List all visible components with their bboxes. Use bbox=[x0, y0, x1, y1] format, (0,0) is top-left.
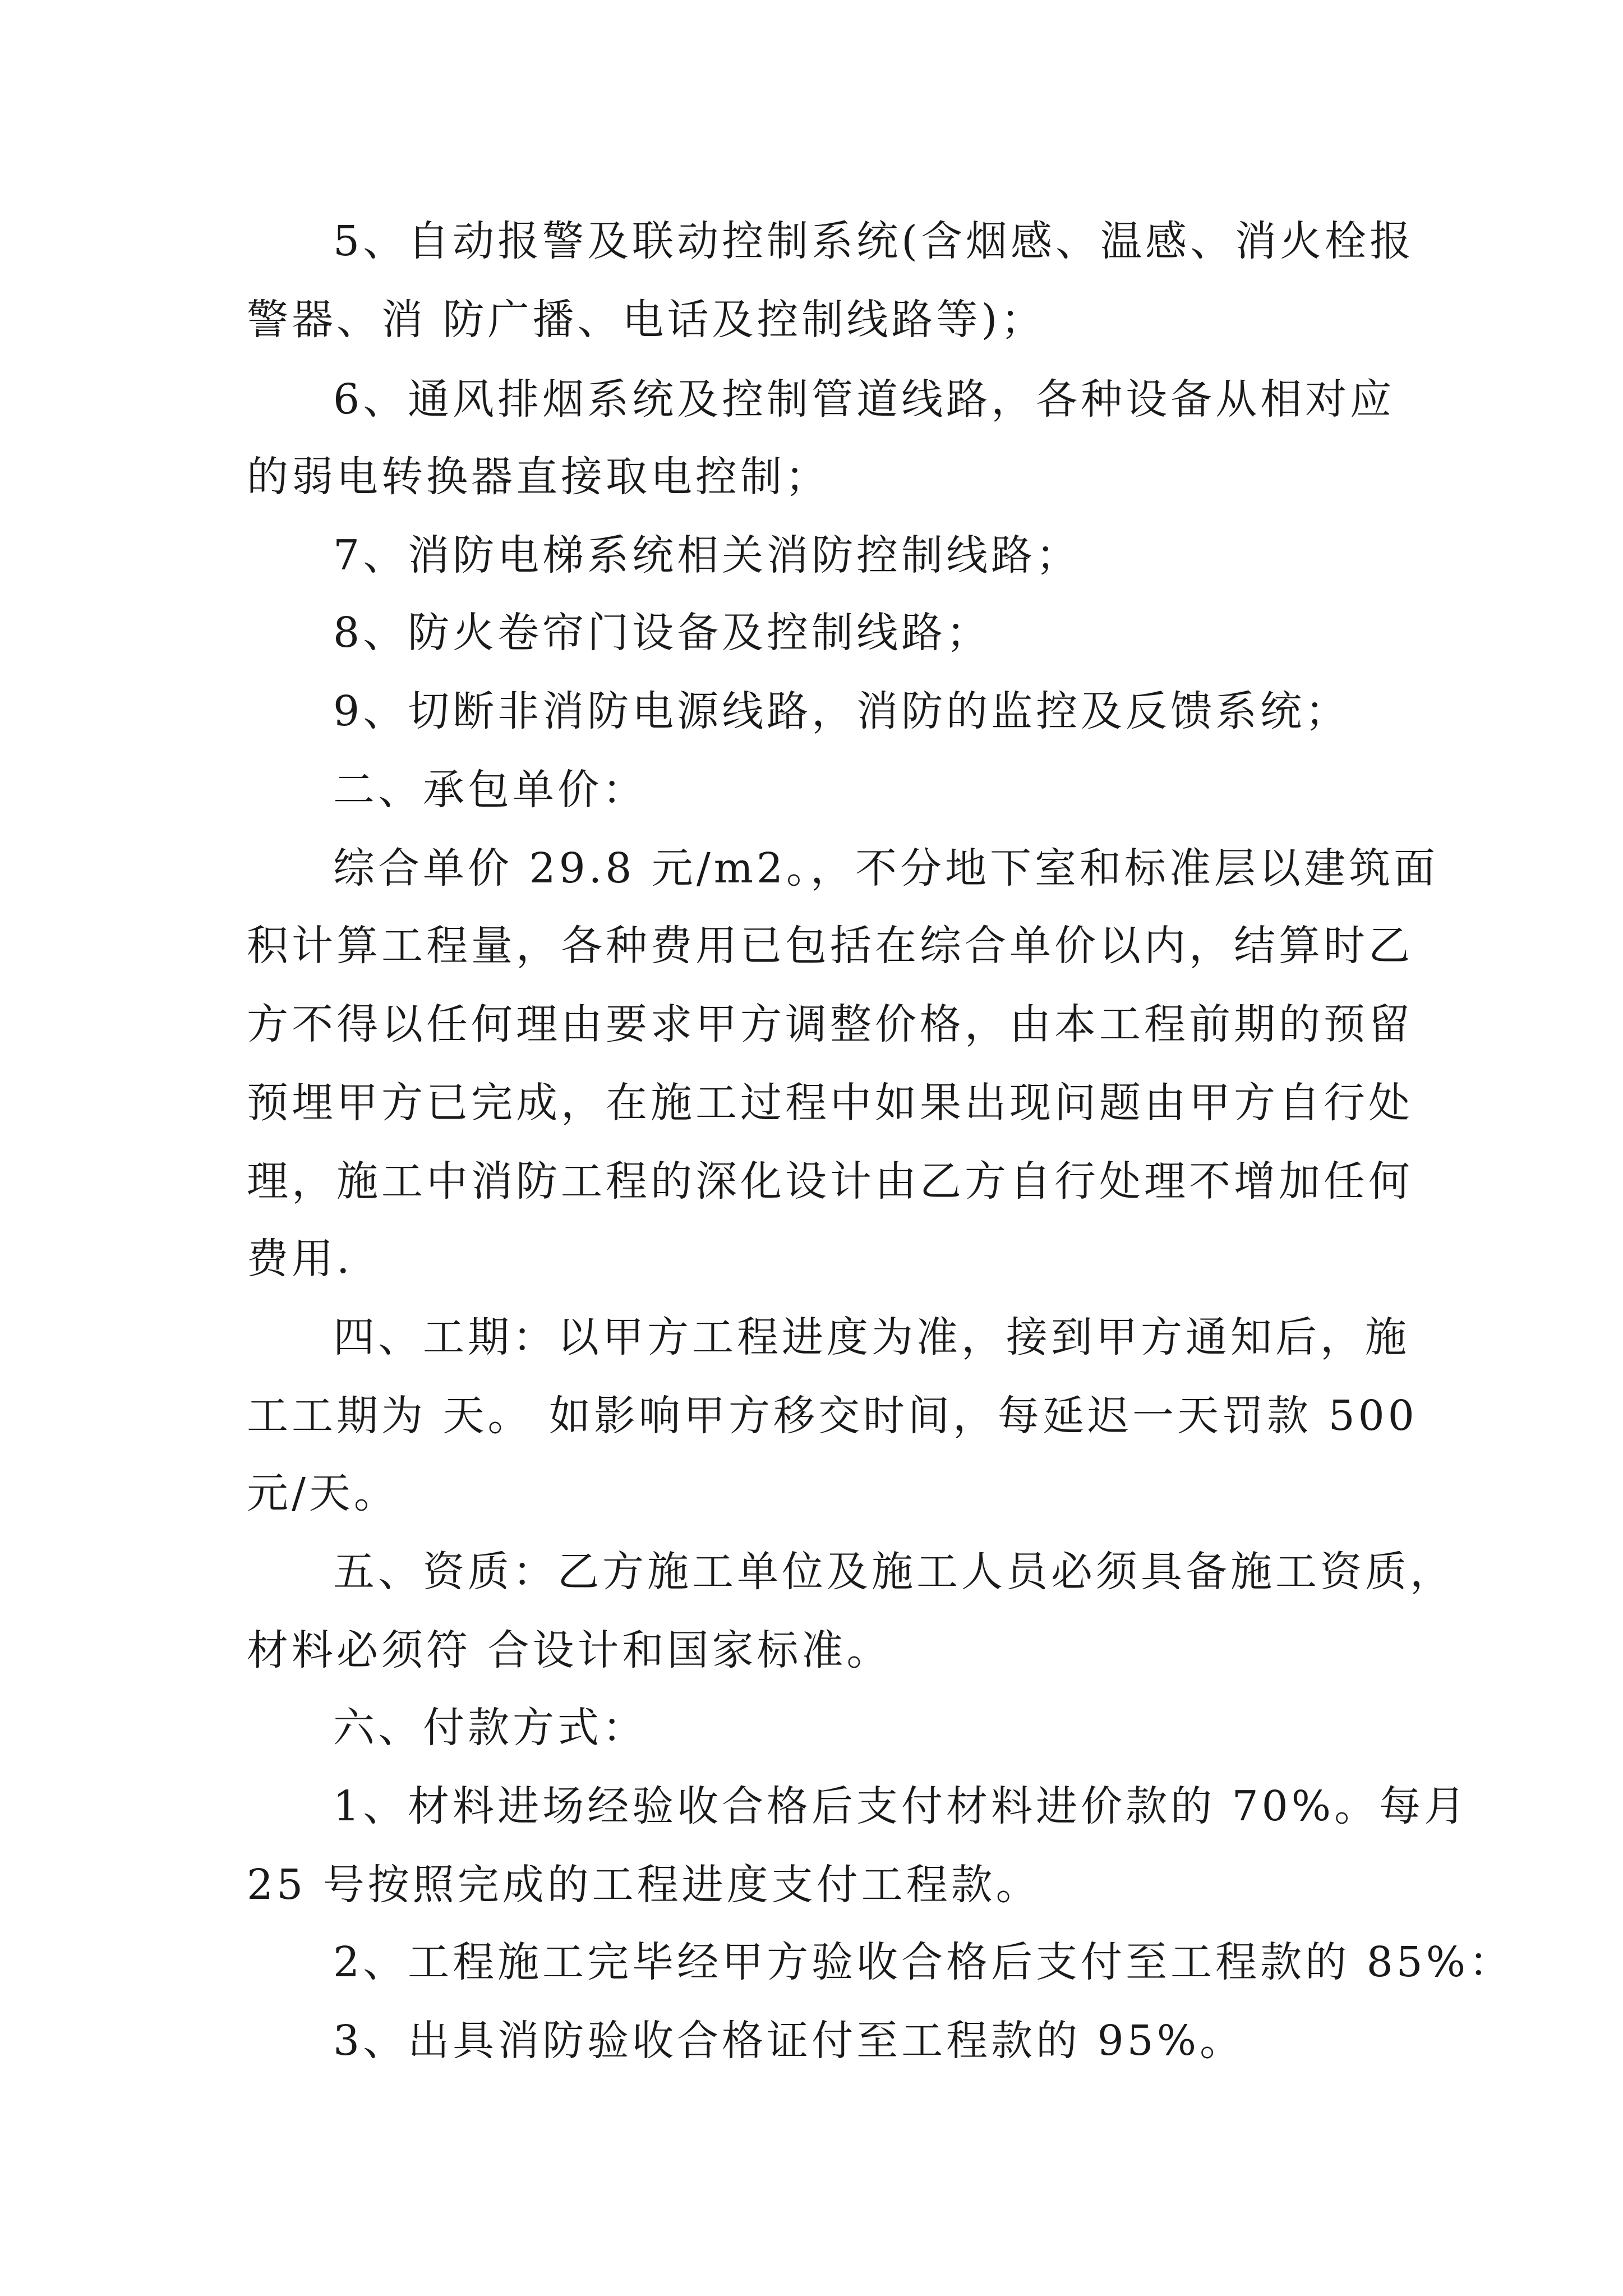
paragraph-line: 警器、消 防广播、电话及控制线路等)； bbox=[247, 296, 1046, 344]
section-heading: 二、承包单价： bbox=[333, 766, 647, 814]
section-heading: 五、资质：乙方施工单位及施工人员必须具备施工资质， bbox=[333, 1548, 1455, 1596]
paragraph-line: 元/天。 bbox=[247, 1469, 399, 1517]
paragraph-line: 方不得以任何理由要求甲方调整价格，由本工程前期的预留 bbox=[247, 1000, 1413, 1048]
paragraph-line: 预埋甲方已完成，在施工过程中如果出现问题由甲方自行处 bbox=[247, 1079, 1413, 1127]
paragraph-line: 9、切断非消防电源线路，消防的监控及反馈系统； bbox=[333, 687, 1350, 735]
paragraph-line: 费用. bbox=[247, 1235, 353, 1283]
paragraph-line: 25 号按照完成的工程进度支付工程款。 bbox=[247, 1861, 1041, 1909]
paragraph-line: 理，施工中消防工程的深化设计由乙方自行处理不增加任何 bbox=[247, 1157, 1413, 1205]
section-heading: 六、付款方式： bbox=[333, 1704, 647, 1752]
paragraph-line: 7、消防电梯系统相关消防控制线路； bbox=[333, 531, 1081, 579]
paragraph-line: 的弱电转换器直接取电控制； bbox=[247, 453, 830, 501]
paragraph-line: 6、通风排烟系统及控制管道线路，各种设备从相对应 bbox=[333, 375, 1395, 424]
paragraph-line: 8、防火卷帘门设备及控制线路； bbox=[333, 609, 992, 657]
section-heading: 四、工期：以甲方工程进度为准，接到甲方通知后，施 bbox=[333, 1313, 1410, 1361]
paragraph-line: 2、工程施工完毕经甲方验收合格后支付至工程款的 85%： bbox=[333, 1938, 1514, 1986]
paragraph-line: 积计算工程量，各种费用已包括在综合单价以内，结算时乙 bbox=[247, 922, 1413, 970]
paragraph-line: 3、出具消防验收合格证付至工程款的 95%。 bbox=[333, 2017, 1245, 2065]
paragraph-line: 5、自动报警及联动控制系统(含烟感、温感、消火栓报 bbox=[333, 217, 1414, 265]
paragraph-line: 材料必须符 合设计和国家标准。 bbox=[247, 1626, 892, 1674]
paragraph-line: 工工期为 天。 如影响甲方移交时间，每延迟一天罚款 500 bbox=[247, 1392, 1418, 1440]
paragraph-line: 1、材料进场经验收合格后支付材料进价款的 70%。每月 bbox=[333, 1782, 1469, 1830]
paragraph-line: 综合单价 29.8 元/m2。，不分地下室和标准层以建筑面 bbox=[333, 844, 1438, 892]
